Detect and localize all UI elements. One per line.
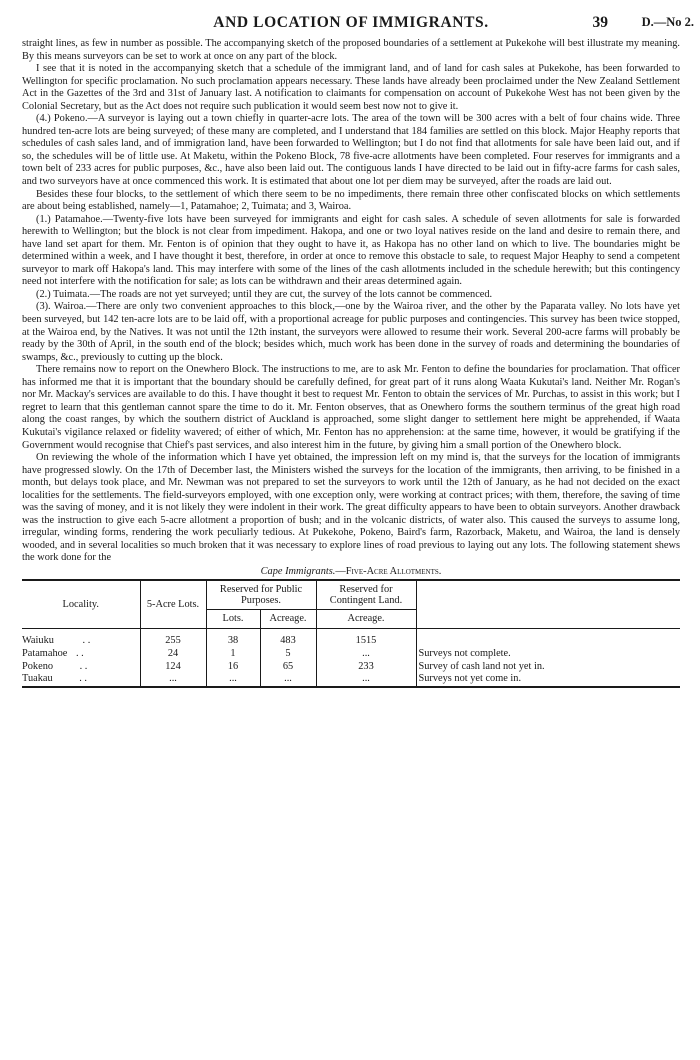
header-public-acreage: Acreage. xyxy=(260,609,316,628)
caption-italic: Cape Immigrants. xyxy=(260,565,336,577)
header-remarks xyxy=(416,580,680,629)
cell-pub-lots: 16 xyxy=(206,661,260,674)
leader-dots: . . xyxy=(82,634,91,646)
header-public-group: Reserved for Public Purposes. xyxy=(206,580,316,610)
table-caption xyxy=(22,566,680,577)
cell-remark xyxy=(416,628,680,647)
paragraph: There remains now to report on the Onewhero Block. The instructions to me, are to ask Mr. Fenton to define the boundaries for proclamation. That officer has informed me that it is important that the boundary should be carefully defined, for great part of it runs along Waata Kukutai's land. Neither Mr. Rogan's nor Mr. Mackay's services are available to do this. I have thought it best to request Mr. Fenton to obtain the services of Mr. Purchas, to assist in this work; but I regret to learn that this gentleman cannot spare the time to do it. Mr. Fenton observes, that as Onewhero forms the southern terminus of the great high road along the coast ranges, by which the southern district of Auckland is approached, some slight danger to settlement here might be apprehended, if Waata Kukutai's vigilance relaxed or fidelity wavered; of either of which, Mr. Fenton has no apprehension: at the same time, however, it would be gratifying if the Government would recognise that Chief's past services, and also interest him in the future, by giving him a small portion of the Onewhero block. xyxy=(22,364,680,451)
paragraph: I see that it is noted in the accompanying sketch that a schedule of the immigrant land, and of land for cash sales at Pukekohe, has been forwarded to Wellington for specific proclamation. No such proclamation appears necessary. These lands have already been proclaimed under the New Zealand Settlement Act in the Gazettes of the 3rd and 31st of January last. A notification to claimants for compensation on account of Pukekohe West has not been given by the Colonial Secretary, but as the Act does not require such publication it would seem best now not to give it. xyxy=(22,63,680,112)
caption-rest: —Five-Acre Allotments. xyxy=(335,565,442,577)
header-lots: 5-Acre Lots. xyxy=(140,580,206,629)
leader-dots: . . xyxy=(79,673,88,685)
header-contingent-acreage: Acreage. xyxy=(316,609,416,628)
leader-dots: . . xyxy=(75,647,84,659)
cell-lots: 24 xyxy=(140,648,206,661)
cell-pub-acreage: 483 xyxy=(260,628,316,647)
cell-pub-lots: ... xyxy=(206,673,260,687)
cell-cont-acreage: 233 xyxy=(316,661,416,674)
cell-cont-acreage: ... xyxy=(316,648,416,661)
cell-pub-acreage: ... xyxy=(260,673,316,687)
cell-locality: Patamahoe xyxy=(22,647,68,659)
cell-pub-acreage: 65 xyxy=(260,661,316,674)
cell-pub-acreage: 5 xyxy=(260,648,316,661)
cell-locality: Tuakau xyxy=(22,673,53,685)
cell-pub-lots: 38 xyxy=(206,628,260,647)
header-public-lots: Lots. xyxy=(206,609,260,628)
document-page xyxy=(22,12,694,688)
cell-lots: 255 xyxy=(140,628,206,647)
page-header xyxy=(22,12,694,38)
table-row xyxy=(22,628,680,647)
body-text xyxy=(22,38,680,565)
cell-lots: ... xyxy=(140,673,206,687)
header-contingent-group: Reserved for Contingent Land. xyxy=(316,580,416,610)
paragraph: Besides these four blocks, to the settlement of which there seem to be no impediments, there remain three other confiscated blocks on which settlements are about being established, namely—1, Patamahoe; 2, Tuimata; and 3, Wairoa. xyxy=(22,188,680,213)
header-locality: Locality. xyxy=(62,598,99,610)
paragraph: straight lines, as few in number as possible. The accompanying sketch of the proposed boundaries of a settlement at Pukekohe will best illustrate my meaning. By this means surveyors can be set to work at once on any part of the block. xyxy=(22,38,680,62)
cell-cont-acreage: ... xyxy=(316,673,416,687)
document-reference: D.—No 2. xyxy=(641,15,694,29)
cell-remark: Surveys not yet come in. xyxy=(416,673,680,687)
cell-locality: Waiuku xyxy=(22,634,54,646)
paragraph: (1.) Patamahoe.—Twenty-five lots have been surveyed for immigrants and eight for cash sales. A schedule of seven allotments for sale is forwarded herewith to Wellington; but the block is not clear from impediment. Hakopa, and one or two loyal natives reside on the land and desire to remain there, and have land set apart for them. Mr. Fenton is of opinion that they ought to have it, as Hakopa has no other land on which to live. The boundaries might be determined within a week, and I have thought it best, therefore, in order at once to remove this obstacle to sale, to request Major Heaphy to send a competent surveyor to mark off Hakopa's land. This may interfere with some of the lines of the cash allotments included in the schedule herewith; but this contingency need not interfere with the notification for sale; as lots can be withdrawn and their areas determined again. xyxy=(22,213,680,288)
cell-pub-lots: 1 xyxy=(206,648,260,661)
running-title: AND LOCATION OF IMMIGRANTS. xyxy=(213,14,489,31)
leader-dots: . . xyxy=(79,660,88,672)
cell-locality: Pokeno xyxy=(22,660,54,672)
paragraph: (2.) Tuimata.—The roads are not yet surveyed; until they are cut, the survey of the lots cannot be commenced. xyxy=(36,288,493,300)
cell-remark: Surveys not complete. xyxy=(416,648,680,661)
page-number: 39 xyxy=(592,14,608,31)
table-row xyxy=(22,661,680,674)
paragraph: (3). Wairoa.—There are only two convenient approaches to this block,—one by the Wairoa river, and the other by the Paparata valley. No lots have yet been surveyed, but 142 ten-acre lots are to be laid off, with a proportional acreage for public purposes and contingencies. This survey has been twice stopped, at the Wairoa end, by the Natives. It was not until the 12th instant, the surveyors were allowed to resume their work. Several 200-acre farms will probably be ready by the 30th of April, in the south end of the block; besides which, much work has been done in the survey of roads and determining the boundaries of swamps, &c., previously to cutting up the block. xyxy=(22,301,680,363)
allotments-table xyxy=(22,579,680,688)
cell-remark: Survey of cash land not yet in. xyxy=(416,661,680,674)
paragraph: (4.) Pokeno.—A surveyor is laying out a town chiefly in quarter-acre lots. The area of the town will be 300 acres with a belt of four chains wide. Three hundred ten-acre lots are being surveyed; of these many are completed, and I understand that 184 families are settled on this block. Major Heaphy reports that schedules of cash sales land, and of immigration land, have been forwarded to Wellington; but I do not find that allotments for sale have been laid out, and if so, the schedules will be of little use. At Maketu, within the Pokeno Block, 78 five-acre allotments have been completed. Four reserves for immigrants and a town belt of 233 acres for public purposes, &c., have also been laid out. The contiguous lands I have directed to be laid out in fifty-acre farms for cash sales, and two surveyors have at once commenced this work. It is estimated that about one lot per diem may be surveyed, after the roads are laid out. xyxy=(22,113,680,188)
table-row xyxy=(22,673,680,687)
paragraph: On reviewing the whole of the information which I have yet obtained, the impression left on my mind is, that the surveys for the location of immigrants have progressed slowly. On the 17th of December last, the Ministers wished the surveys for the location of the immigrants, then arriving, to be finished in a month, but delays took place, and Mr. Newman was not prepared to set the surveyors to work until the 12th of January, as he had not decided on the exact localities for the settlements. The field-surveyors employed, with one exception only, were working at contract prices; with them, therefore, the saving of time was the saving of money, and it is not likely they were indolent in their work. The great difficulty appears to have been to obtain surveyors. Another drawback was the instruction to give each 5-acre allotment a proportion of bush; and in the volcanic districts, of water also. This caused the surveys to assume long, irregular, winding forms, rendering the work peculiarly tedious. At Pukekohe, Pokeno, Baird's farm, Razorback, Maketu, and Wairoa, the land is densely wooded, and in several localities so much broken that it was necessary to explore lines of road previous to laying out any lots. The following statement shews the work done for the xyxy=(22,452,680,564)
table-row xyxy=(22,648,680,661)
cell-cont-acreage: 1515 xyxy=(316,628,416,647)
cell-lots: 124 xyxy=(140,661,206,674)
